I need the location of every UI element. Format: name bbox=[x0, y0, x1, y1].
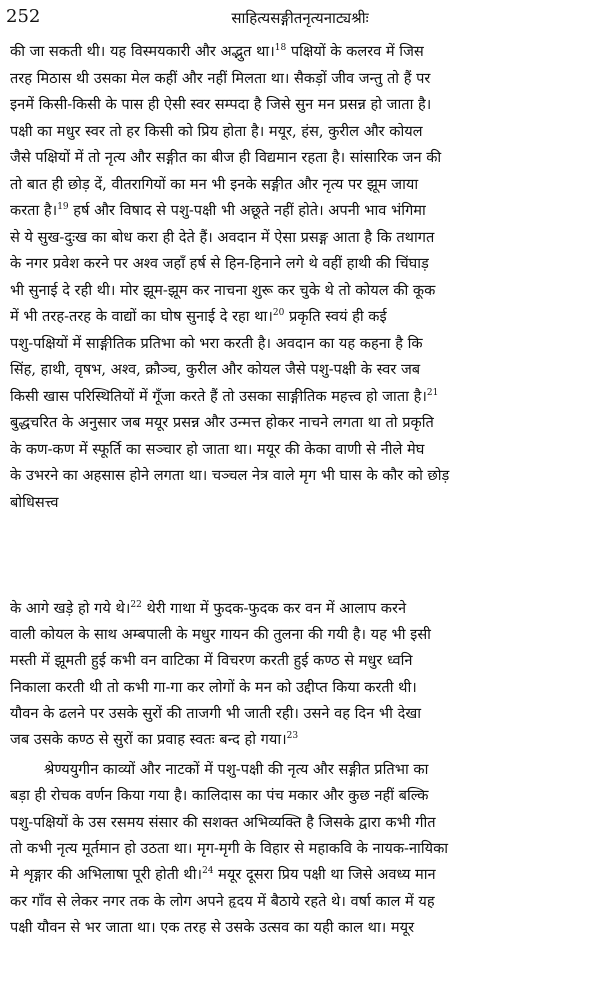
text-line bbox=[10, 42, 590, 62]
text-line bbox=[10, 786, 590, 806]
line-text-continued: थेरी गाथा में फुदक-फुदक कर वन में आलाप करने bbox=[141, 600, 407, 617]
line-text-continued: हर्ष और विषाद से पशु-पक्षी भी अछूते नहीं होते। अपनी भाव भंगिमा bbox=[68, 202, 426, 219]
text-line bbox=[10, 148, 590, 168]
text-line bbox=[10, 892, 590, 912]
text-line bbox=[10, 678, 590, 698]
text-line bbox=[10, 440, 590, 460]
line-text: पक्षी यौवन से भर जाता था। एक तरह से उसके उत्सव का यही काल था। मयूर bbox=[10, 918, 415, 936]
line-text: वाली कोयल के साथ अम्बपाली के मधुर गायन की तुलना की गयी है। यह भी इसी bbox=[10, 626, 431, 644]
line-text: मस्ती में झूमती हुई कभी वन वाटिका में विचरण करती हुई कण्ठ से मधुर ध्वनि bbox=[10, 652, 413, 670]
text-line bbox=[10, 813, 590, 833]
line-text: के नगर प्रवेश करने पर अश्व जहाँ हर्ष से हिन-हिनाने लगे थे वहीं हाथी की चिंघाड़ bbox=[10, 255, 429, 272]
footnote-marker: 19 bbox=[57, 202, 69, 213]
line-text: तरह मिठास थी उसका मेल कहीं और नहीं मिलता था। सैकड़ों जीव जन्तु तो हैं पर bbox=[10, 69, 431, 87]
text-line bbox=[10, 228, 590, 248]
line-text: के कण-कण में स्फूर्ति का सञ्चार हो जाता था। मयूर की केका वाणी से नीले मेघ bbox=[10, 440, 425, 458]
line-text-continued: प्रकृति स्वयं ही कई bbox=[284, 308, 387, 325]
text-line bbox=[10, 360, 590, 380]
text-line bbox=[10, 95, 590, 115]
line-text-continued: पक्षियों के कलरव में जिस bbox=[286, 43, 424, 60]
text-line bbox=[10, 599, 590, 619]
text-line bbox=[10, 307, 590, 327]
line-text: जब उसके कण्ठ से सुरों का प्रवाह स्वतः बन्द हो गया। bbox=[10, 731, 287, 748]
line-text: मे शृङ्गार की अभिलाषा पूरी होती थी। bbox=[10, 866, 203, 884]
line-text: श्रेण्ययुगीन काव्यों और नाटकों में पशु-पक्षी की नृत्य और सङ्गीत प्रतिभा का bbox=[44, 761, 429, 778]
text-line bbox=[10, 69, 590, 89]
text-line bbox=[10, 651, 590, 671]
line-text: निकाला करती थी तो कभी गा-गा कर लोगों के मन को उद्दीप्त किया करती थी। bbox=[10, 678, 417, 696]
text-line bbox=[44, 760, 590, 780]
line-text: कर गाँव से लेकर नगर तक के लोग अपने हृदय में बैठाये रहते थे। वर्षा काल में यह bbox=[10, 892, 435, 910]
text-line bbox=[10, 493, 590, 513]
line-text-continued: मयूर दूसरा प्रिय पक्षी था जिसे अवध्य मान bbox=[213, 866, 436, 884]
footnote-marker: 24 bbox=[202, 866, 214, 877]
line-text: पक्षी का मधुर स्वर तो हर किसी को प्रिय होता है। मयूर, हंस, कुरील और कोयल bbox=[10, 122, 423, 140]
line-text: की जा सकती थी। यह विस्मयकारी और अद्भुत था। bbox=[10, 43, 275, 60]
line-text: जैसे पक्षियों में तो नृत्य और सङ्गीत का बीज ही विद्यमान रहता है। सांसारिक जन की bbox=[10, 149, 442, 166]
text-line bbox=[10, 918, 590, 938]
footnote-marker: 18 bbox=[274, 43, 287, 54]
text-line bbox=[10, 730, 590, 750]
line-text: इनमें किसी-किसी के पास ही ऐसी स्वर सम्पदा है जिसे सुन मन प्रसन्न हो जाता है। bbox=[10, 96, 432, 113]
page-header bbox=[0, 4, 600, 34]
text-line bbox=[10, 839, 590, 859]
line-text: पशु-पक्षियों के उस रसमय संसार की सशक्त अभिव्यक्ति है जिसके द्वारा कभी गीत bbox=[10, 813, 436, 831]
text-line bbox=[10, 413, 590, 433]
text-line bbox=[10, 704, 590, 724]
line-text: तो बात ही छोड़ दें, वीतरागियों का मन भी इनके सङ्गीत और नृत्य पर झूम जाया bbox=[10, 175, 419, 193]
line-text: से ये सुख-दुःख का बोध करा ही देते हैं। अवदान में ऐसा प्रसङ्ग आता है कि तथागत bbox=[10, 228, 435, 246]
text-line bbox=[10, 387, 590, 407]
text-line bbox=[10, 334, 590, 354]
line-text: भी सुनाई दे रही थी। मोर झूम-झूम कर नाचना शुरू कर चुके थे तो कोयल की कूक bbox=[10, 281, 436, 299]
line-text: किसी खास परिस्थितियों में गूँजा करते हैं तो उसका साङ्गीतिक महत्त्व हो जाता है। bbox=[10, 387, 427, 405]
page-number: 252 bbox=[6, 6, 41, 27]
line-text: तो कभी नृत्य मूर्तमान हो उठता था। मृग-मृगी के विहार से महाकवि के नायक-नायिका bbox=[10, 839, 449, 857]
line-text: के आगे खड़े हो गये थे। bbox=[10, 600, 131, 617]
line-text: पशु-पक्षियों में साङ्गीतिक प्रतिभा को भरा करती है। अवदान का यह कहना है कि bbox=[10, 334, 423, 352]
line-text: करता है। bbox=[10, 202, 58, 219]
text-line bbox=[10, 175, 590, 195]
text-line bbox=[10, 466, 590, 486]
text-line bbox=[10, 254, 590, 274]
line-text: में भी तरह-तरह के वाद्यों का घोष सुनाई दे रहा था। bbox=[10, 308, 273, 325]
line-text: सिंह, हाथी, वृषभ, अश्व, क्रौञ्च, कुरील और कोयल जैसे पशु-पक्षी के स्वर जब bbox=[10, 361, 421, 378]
line-text: बुद्धचरित के अनुसार जब मयूर प्रसन्न और उन्मत्त होकर नाचने लगता था तो प्रकृति bbox=[10, 414, 434, 431]
footnote-marker: 22 bbox=[130, 600, 142, 611]
running-title: साहित्यसङ्गीतनृत्यनाट्यश्रीः bbox=[231, 9, 369, 27]
text-line bbox=[10, 122, 590, 142]
line-text: बड़ा ही रोचक वर्णन किया गया है। कालिदास का पंच मकार और कुछ नहीं बल्कि bbox=[10, 787, 429, 805]
line-text: बोधिसत्त्व bbox=[10, 493, 59, 511]
footnote-marker: 21 bbox=[426, 387, 439, 398]
footnote-marker: 23 bbox=[286, 731, 299, 742]
line-text: यौवन के ढलने पर उसके सुरों की ताजगी भी जाती रही। उसने वह दिन भी देखा bbox=[10, 704, 422, 722]
text-line bbox=[10, 281, 590, 301]
text-line bbox=[10, 625, 590, 645]
text-line bbox=[10, 865, 590, 885]
text-line bbox=[10, 201, 590, 221]
footnote-marker: 20 bbox=[272, 308, 285, 319]
line-text: के उभरने का अहसास होने लगता था। चञ्चल नेत्र वाले मृग भी घास के कौर को छोड़ bbox=[10, 467, 450, 484]
